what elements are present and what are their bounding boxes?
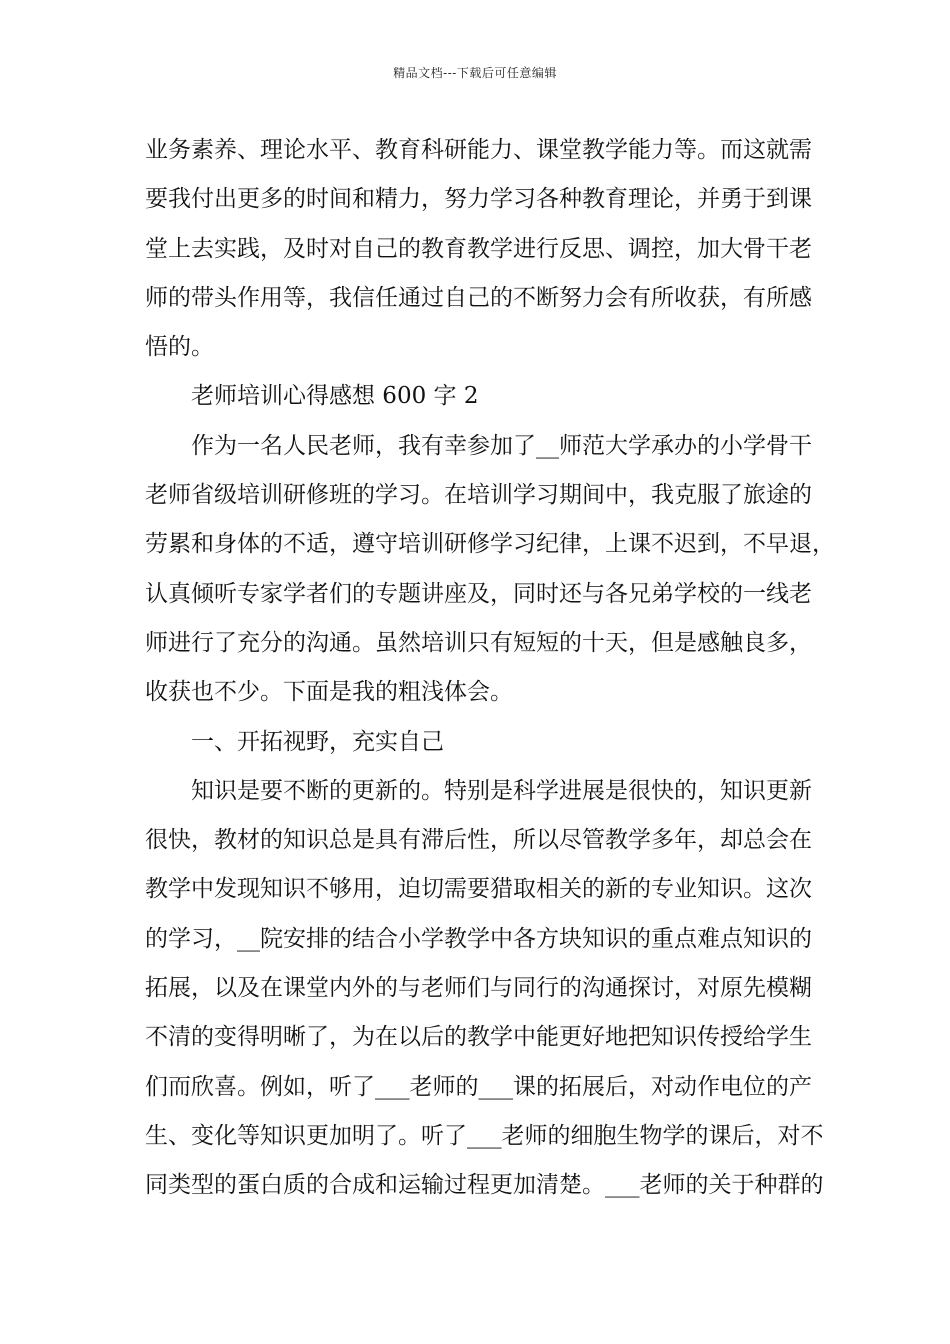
text-line: 同类型的蛋白质的合成和运输过程更加清楚。___老师的关于种群的 (145, 1172, 824, 1199)
text-line: 不清的变得明晰了，为在以后的教学中能更好地把知识传授给学生 (145, 1024, 812, 1051)
text-line: 们而欣喜。例如，听了___老师的___课的拓展后，对动作电位的产 (145, 1073, 812, 1100)
text-line: 老师省级培训研修班的学习。在培训学习期间中，我克服了旅途的 (145, 482, 812, 509)
text-line: 师的带头作用等，我信任通过自己的不断努力会有所收获，有所感 (145, 284, 812, 311)
section-title: 老师培训心得感想 600 字 2 (191, 383, 479, 410)
text-line: 要我付出更多的时间和精力，努力学习各种教育理论，并勇于到课 (145, 186, 812, 213)
text-line: 悟的。 (145, 334, 214, 361)
text-line: 知识是要不断的更新的。特别是科学进展是很快的，知识更新 (191, 777, 812, 804)
text-line: 教学中发现知识不够用，迫切需要猎取相关的新的专业知识。这次 (145, 876, 812, 903)
text-line: 业务素养、理论水平、教育科研能力、课堂教学能力等。而这就需 (145, 137, 812, 163)
text-line: 收获也不少。下面是我的粗浅体会。 (145, 679, 513, 706)
document-body (145, 126, 835, 1211)
text-line: 师进行了充分的沟通。虽然培训只有短短的十天，但是感触良多， (145, 629, 812, 656)
text-line: 的学习，__院安排的结合小学教学中各方块知识的重点难点知识的 (145, 925, 812, 952)
text-line: 作为一名人民老师，我有幸参加了__师范大学承办的小学骨干 (191, 432, 812, 459)
text-line: 拓展，以及在课堂内外的与老师们与同行的沟通探讨，对原先模糊 (145, 975, 812, 1002)
subsection-heading: 一、开拓视野，充实自己 (191, 728, 444, 755)
text-line: 劳累和身体的不适，遵守培训研修学习纪律，上课不迟到，不早退， (145, 531, 835, 558)
text-line: 堂上去实践，及时对自己的教育教学进行反思、调控，加大骨干老 (145, 235, 812, 262)
text-line: 生、变化等知识更加明了。听了___老师的细胞生物学的课后，对不 (145, 1122, 824, 1149)
text-line: 很快，教材的知识总是具有滞后性，所以尽管教学多年，却总会在 (145, 827, 812, 854)
text-line: 认真倾听专家学者们的专题讲座及，同时还与各兄弟学校的一线老 (145, 580, 812, 607)
page-header: 精品文档---下载后可任意编辑 (393, 66, 557, 80)
